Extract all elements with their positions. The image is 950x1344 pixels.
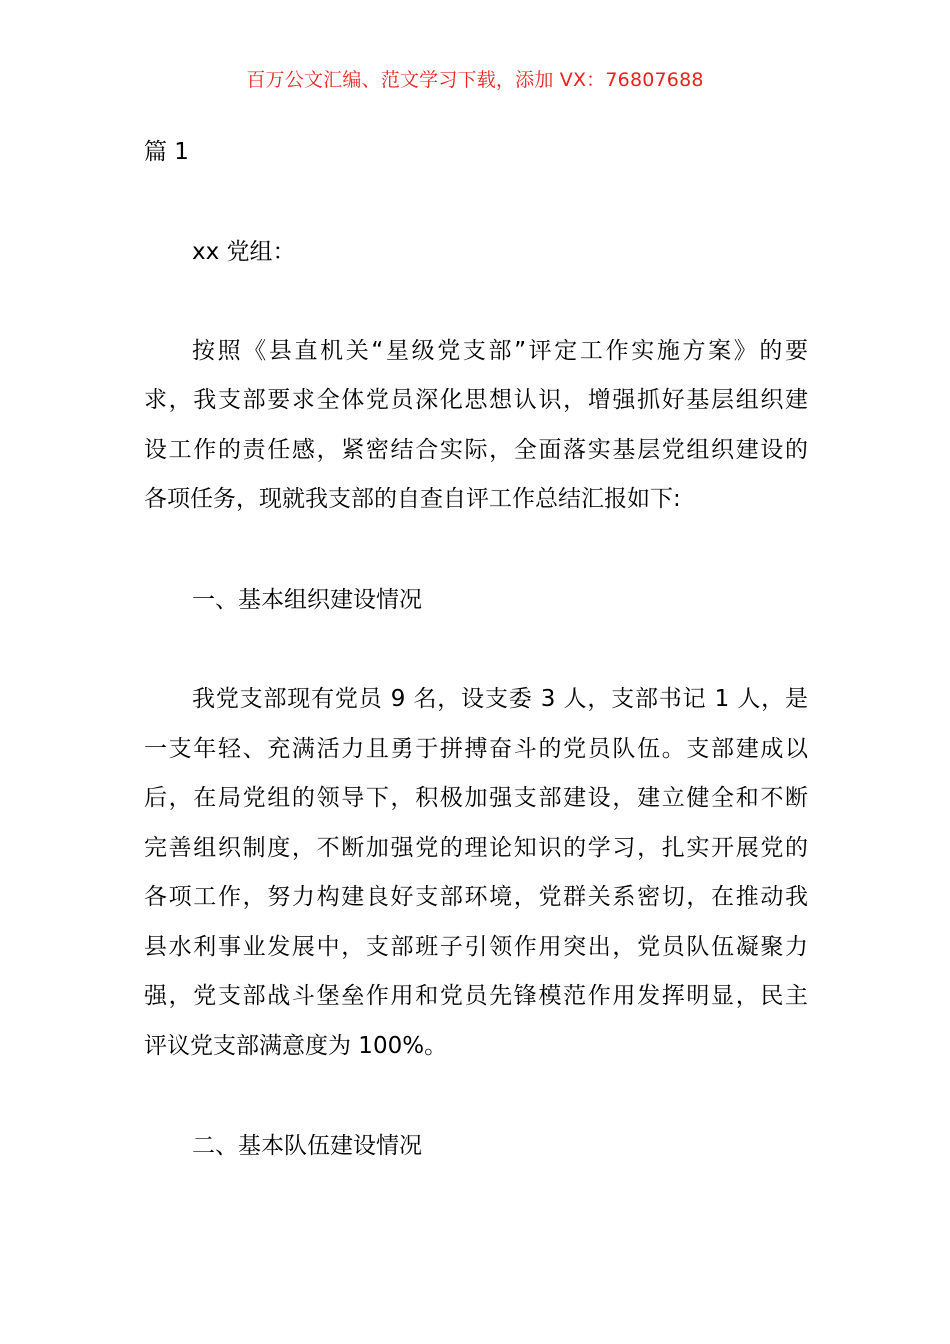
heading-1: 一、基本组织建设情况 xyxy=(192,587,422,613)
header-banner: 百万公文汇编、范文学习下载，添加 VX：76807688 xyxy=(246,69,704,91)
section-label: 篇 1 xyxy=(144,139,189,165)
body-1-line: 评议党支部满意度为 100%。 xyxy=(144,1033,448,1059)
body-1-line: 后，在局党组的领导下，积极加强支部建设，建立健全和不断 xyxy=(144,785,808,811)
salutation: xx 党组： xyxy=(192,239,296,265)
body-1-line: 县水利事业发展中，支部班子引领作用突出，党员队伍凝聚力 xyxy=(144,934,808,960)
body-1-line: 我党支部现有党员 9 名，设支委 3 人，支部书记 1 人，是 xyxy=(192,686,808,712)
body-1-line: 强，党支部战斗堡垒作用和党员先锋模范作用发挥明显，民主 xyxy=(144,983,808,1009)
body-1-line: 一支年轻、充满活力且勇于拼搏奋斗的党员队伍。支部建成以 xyxy=(144,736,808,762)
heading-2: 二、基本队伍建设情况 xyxy=(192,1133,422,1159)
intro-line: 各项任务，现就我支部的自查自评工作总结汇报如下: xyxy=(144,486,681,512)
intro-line: 按照《县直机关“星级党支部”评定工作实施方案》的要 xyxy=(192,338,808,364)
intro-line: 设工作的责任感，紧密结合实际，全面落实基层党组织建设的 xyxy=(144,437,808,463)
body-1-line: 完善组织制度，不断加强党的理论知识的学习，扎实开展党的 xyxy=(144,835,808,861)
intro-line: 求，我支部要求全体党员深化思想认识，增强抓好基层组织建 xyxy=(144,387,808,413)
body-1-line: 各项工作，努力构建良好支部环境，党群关系密切，在推动我 xyxy=(144,884,808,910)
